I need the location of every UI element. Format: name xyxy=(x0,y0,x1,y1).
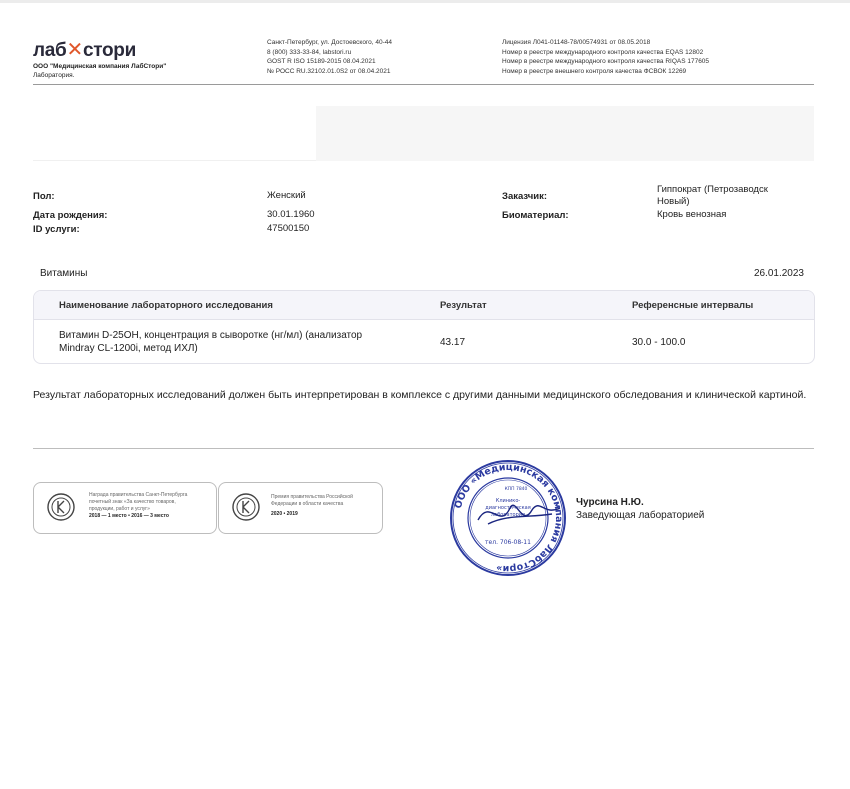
award-years: 2020 • 2019 xyxy=(271,511,298,517)
stamp-inner-text: лаборатория xyxy=(490,512,526,518)
customer-value-line: Гиппократ (Петрозаводск xyxy=(657,184,768,195)
top-border xyxy=(0,0,850,3)
license-line: Номер в реестре международного контроля качества RIQAS 177605 xyxy=(502,58,710,65)
license-block xyxy=(502,38,709,76)
service-id-value: 47500150 xyxy=(267,223,310,234)
redacted-area xyxy=(316,106,814,161)
address-line: Санкт-Петербург, ул. Достоевского, 40-44 xyxy=(267,39,393,46)
signer-name: Чурсина Н.Ю. xyxy=(576,497,644,508)
award-card-rf xyxy=(218,482,383,534)
test-name-line: Витамин D-25OH, концентрация в сыворотке (нг/мл) (анализатор xyxy=(59,330,363,341)
biomaterial-label: Биоматериал: xyxy=(502,210,569,221)
address-line: 8 (800) 333-33-84, labstori.ru xyxy=(267,48,352,56)
header-divider xyxy=(33,84,814,85)
logo-text-main: лаб xyxy=(33,40,67,61)
award-card-spb xyxy=(33,482,217,534)
stamp-phone-text: тел. 706-08-11 xyxy=(485,539,531,546)
logo-mark-icon: ✕ xyxy=(66,39,83,61)
company-sub: Лаборатория. xyxy=(33,72,75,79)
redacted-line xyxy=(33,160,316,161)
award-line: продукции, работ и услуг» xyxy=(89,506,150,512)
results-table xyxy=(33,290,815,364)
license-line: Лицензия Л041-01148-78/00574931 от 08.05.2018 xyxy=(502,39,651,46)
customer-value xyxy=(657,184,768,208)
section-date: 26.01.2023 xyxy=(753,268,804,279)
quality-emblem-icon xyxy=(231,492,261,522)
stamp-inner-text: Клинико- xyxy=(495,498,521,504)
dob-label: Дата рождения: xyxy=(33,210,108,221)
test-name-line: Mindray CL-1200i, метод ИХЛ) xyxy=(59,343,198,354)
table-header xyxy=(34,291,814,320)
stamp-ring-text: ООО «Медицинская компания ЛабСтори» xyxy=(452,461,565,575)
award-line: Награда правительства Санкт-Петербурга xyxy=(89,492,188,498)
award-text xyxy=(89,492,187,520)
award-line: Федерации в области качества xyxy=(271,501,344,507)
stamp-kpp-text: КПП 7840 xyxy=(504,487,528,492)
sex-value: Женский xyxy=(267,190,306,201)
column-header-name: Наименование лабораторного исследования xyxy=(59,300,273,311)
service-id-label: ID услуги: xyxy=(33,224,80,235)
stamp-inner-text: диагностическая xyxy=(485,505,531,511)
license-line: Номер в реестре международного контроля качества EQAS 12802 xyxy=(502,48,704,56)
logo-text-tail: стори xyxy=(82,40,136,61)
section-title: Витамины xyxy=(40,268,88,279)
column-header-reference: Референсные интервалы xyxy=(632,300,754,311)
license-line: Номер в реестре внешнего контроля качества ФСВОК 12269 xyxy=(502,67,687,75)
company-stamp xyxy=(448,458,568,578)
sex-label: Пол: xyxy=(33,191,55,202)
column-header-result: Результат xyxy=(440,300,487,311)
award-line: почетный знак «За качество товаров, xyxy=(89,499,176,505)
labstori-logo xyxy=(33,37,136,62)
company-block xyxy=(33,62,166,80)
address-line: № РОСС RU.32102.01.0S2 от 08.04.2021 xyxy=(267,67,391,75)
quality-emblem-icon xyxy=(46,492,76,522)
footer-divider xyxy=(33,448,814,449)
signer-role: Заведующая лабораторией xyxy=(576,510,705,521)
test-result: 43.17 xyxy=(440,337,466,348)
test-name xyxy=(59,329,362,355)
dob-value: 30.01.1960 xyxy=(267,209,315,220)
customer-label: Заказчик: xyxy=(502,191,548,202)
biomaterial-value: Кровь венозная xyxy=(657,209,727,220)
award-line: Премия правительства Российской xyxy=(271,494,353,500)
address-block xyxy=(267,38,392,76)
company-name: ООО "Медицинская компания ЛабСтори" xyxy=(33,63,167,70)
test-reference: 30.0 - 100.0 xyxy=(632,337,686,348)
award-years: 2018 — 1 место • 2016 — 3 место xyxy=(89,513,169,519)
address-line: GOST R ISO 15189-2015 08.04.2021 xyxy=(267,58,376,65)
customer-value-line: Новый) xyxy=(657,196,690,207)
award-text xyxy=(271,494,353,518)
interpretation-note: Результат лабораторных исследований должен быть интерпретирован в комплексе с другими данными медицинского обследования и клинической картиной. xyxy=(33,389,807,401)
